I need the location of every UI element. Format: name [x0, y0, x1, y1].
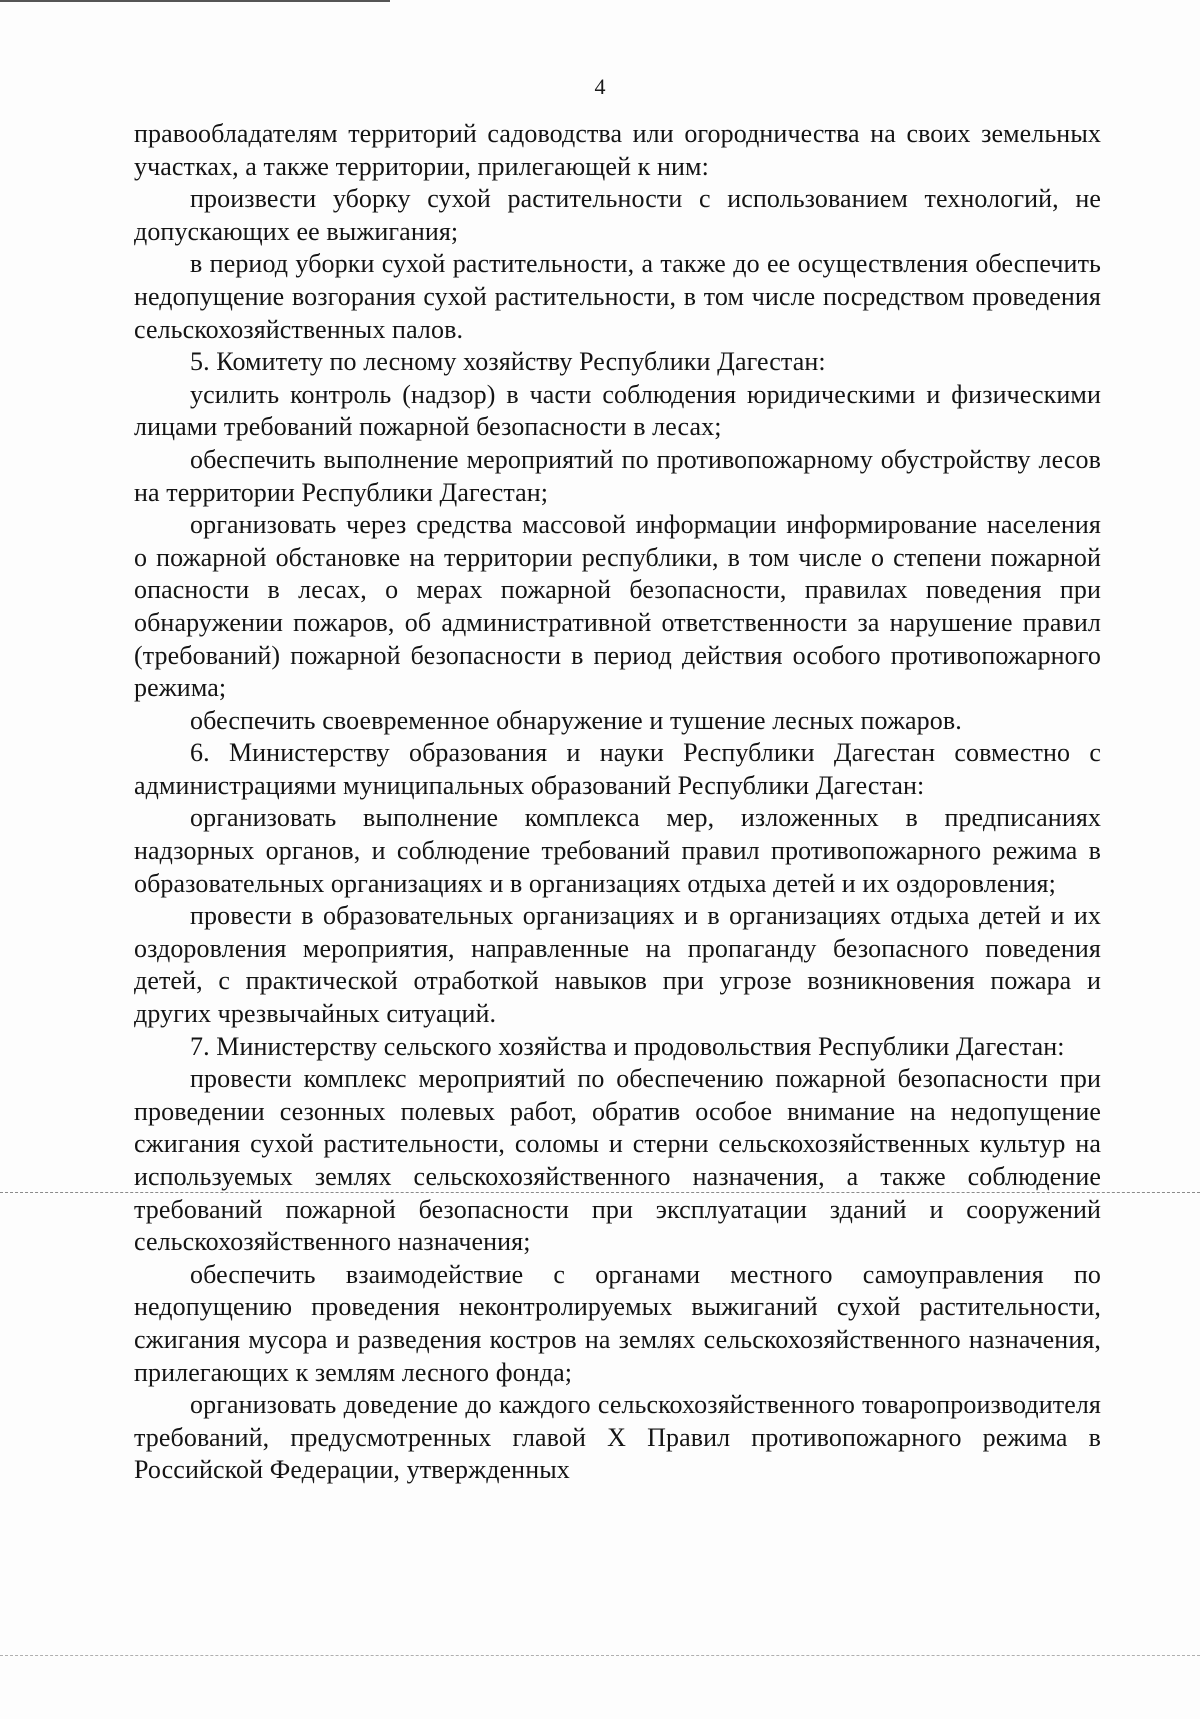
- paragraph: обеспечить выполнение мероприятий по противопожарному обустройству лесов на территории Республики Дагестан;: [134, 444, 1101, 507]
- paragraph: организовать через средства массовой информации информирование населения о пожарной обстановке на территории республики, в том числе о степени пожарной опасности в лесах, о мерах пожарной безопасности, правилах поведения при обнаружении пожаров, об административной ответственности за нарушение правил (требований) пожарной безопасности в период действия особого противопожарного режима;: [134, 510, 1101, 703]
- document-body: [134, 118, 1101, 1487]
- scan-bottom-line: [0, 1655, 1200, 1656]
- paragraph: провести комплекс мероприятий по обеспечению пожарной безопасности при проведении сезонных полевых работ, обратив особое внимание на недопущение сжигания сухой растительности, соломы и стерни сельскохозяйственных культур на используемых землях сельскохозяйственного назначения, а также соблюдение требований пожарной безопасности при эксплуатации зданий и сооружений сельскохозяйственного назначения;: [134, 1064, 1101, 1257]
- paragraph: 5. Комитету по лесному хозяйству Республики Дагестан:: [190, 347, 826, 377]
- paragraph: 7. Министерству сельского хозяйства и продовольствия Республики Дагестан:: [190, 1031, 1065, 1061]
- scan-fold-line: [0, 1192, 1200, 1193]
- page-number: 4: [594, 74, 606, 99]
- paragraph: в период уборки сухой растительности, а также до ее осуществления обеспечить недопущение возгорания сухой растительности, в том числе посредством проведения сельскохозяйственных палов.: [134, 249, 1101, 344]
- paragraph: провести в образовательных организациях и в организациях отдыха детей и их оздоровления мероприятия, направленные на пропаганду безопасного поведения детей, с практической отработкой навыков при угрозе возникновения пожара и других чрезвычайных ситуаций.: [134, 901, 1101, 1029]
- paragraph: усилить контроль (надзор) в части соблюдения юридическими и физическими лицами требований пожарной безопасности в лесах;: [134, 379, 1101, 442]
- paragraph: организовать выполнение комплекса мер, изложенных в предписаниях надзорных органов, и соблюдение требований правил противопожарного режима в образовательных организациях и в организациях отдыха детей и их оздоровления;: [134, 803, 1101, 898]
- paragraph: организовать доведение до каждого сельскохозяйственного товаропроизводителя требований, предусмотренных главой X Правил противопожарного режима в Российской Федерации, утвержденных: [134, 1390, 1101, 1485]
- paragraph: 6. Министерству образования и науки Республики Дагестан совместно с администрациями муниципальных образований Республики Дагестан:: [134, 738, 1101, 800]
- paragraph: обеспечить своевременное обнаружение и тушение лесных пожаров.: [190, 705, 962, 735]
- paragraph: правообладателям территорий садоводства или огородничества на своих земельных участках, а также территории, прилегающей к ним:: [134, 119, 1101, 181]
- scan-edge-line: [0, 0, 390, 2]
- paragraph: произвести уборку сухой растительности с использованием технологий, не допускающих ее выжигания;: [134, 184, 1101, 246]
- paragraph: обеспечить взаимодействие с органами местного самоуправления по недопущению проведения неконтролируемых выжиганий сухой растительности, сжигания мусора и разведения костров на землях сельскохозяйственного назначения, прилегающих к землям лесного фонда;: [134, 1259, 1101, 1387]
